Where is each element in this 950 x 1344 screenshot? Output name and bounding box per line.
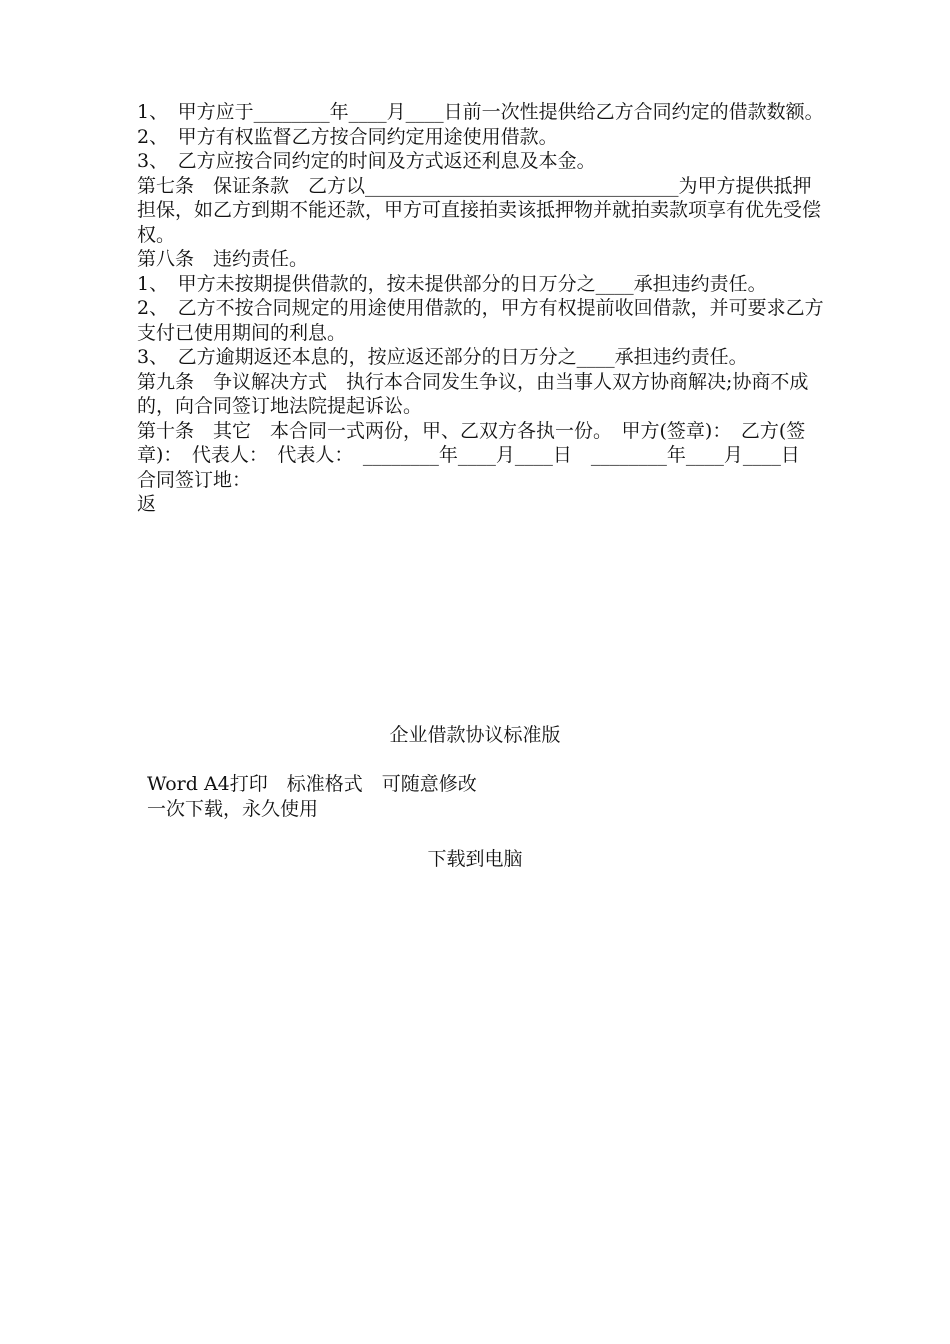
contract-body: [137, 100, 827, 517]
truncated-text: 返: [137, 493, 157, 515]
clause-8-heading: 第八条 违约责任。: [137, 248, 309, 270]
clause-1-item-3: 3、 乙方应按合同约定的时间及方式返还利息及本金。: [137, 150, 596, 172]
clause-10-other-signatures: 第十条 其它 本合同一式两份，甲、乙双方各执一份。 甲方(签章)： 乙方(签章)： 代表人： 代表人： ________年____月____日 ________年____月____日 合同签订地：: [137, 419, 819, 491]
clause-8-item-2: 2、 乙方不按合同规定的用途使用借款的，甲方有权提前收回借款，并可要求乙方支付已使用期间的利息。: [137, 297, 824, 344]
clause-1-item-1: 1、 甲方应于________年____月____日前一次性提供给乙方合同约定的借款数额。: [137, 101, 824, 123]
clause-7-guarantee: 第七条 保证条款 乙方以_________________________________为甲方提供抵押担保，如乙方到期不能还款，甲方可直接拍卖该抵押物并就拍卖款项享有优先受偿权。: [137, 174, 822, 246]
clause-8-item-3: 3、 乙方逾期返还本息的，按应返还部分的日万分之____承担违约责任。: [137, 346, 748, 368]
clause-1-item-2: 2、 甲方有权监督乙方按合同约定用途使用借款。: [137, 125, 558, 148]
download-to-computer-link[interactable]: 下载到电脑: [427, 848, 523, 870]
promo-feature-line: Word A4打印 标准格式 可随意修改: [147, 773, 477, 795]
clause-9-dispute: 第九条 争议解决方式 执行本合同发生争议，由当事人双方协商解决;协商不成的，向合同签订地法院提起诉讼。: [137, 370, 809, 417]
promo-title: 企业借款协议标准版: [389, 724, 561, 746]
promo-feature-line: 一次下载，永久使用: [147, 797, 319, 820]
clause-8-item-1: 1、 甲方未按期提供借款的，按未提供部分的日万分之____承担违约责任。: [137, 272, 767, 295]
promo-features: [147, 772, 477, 821]
